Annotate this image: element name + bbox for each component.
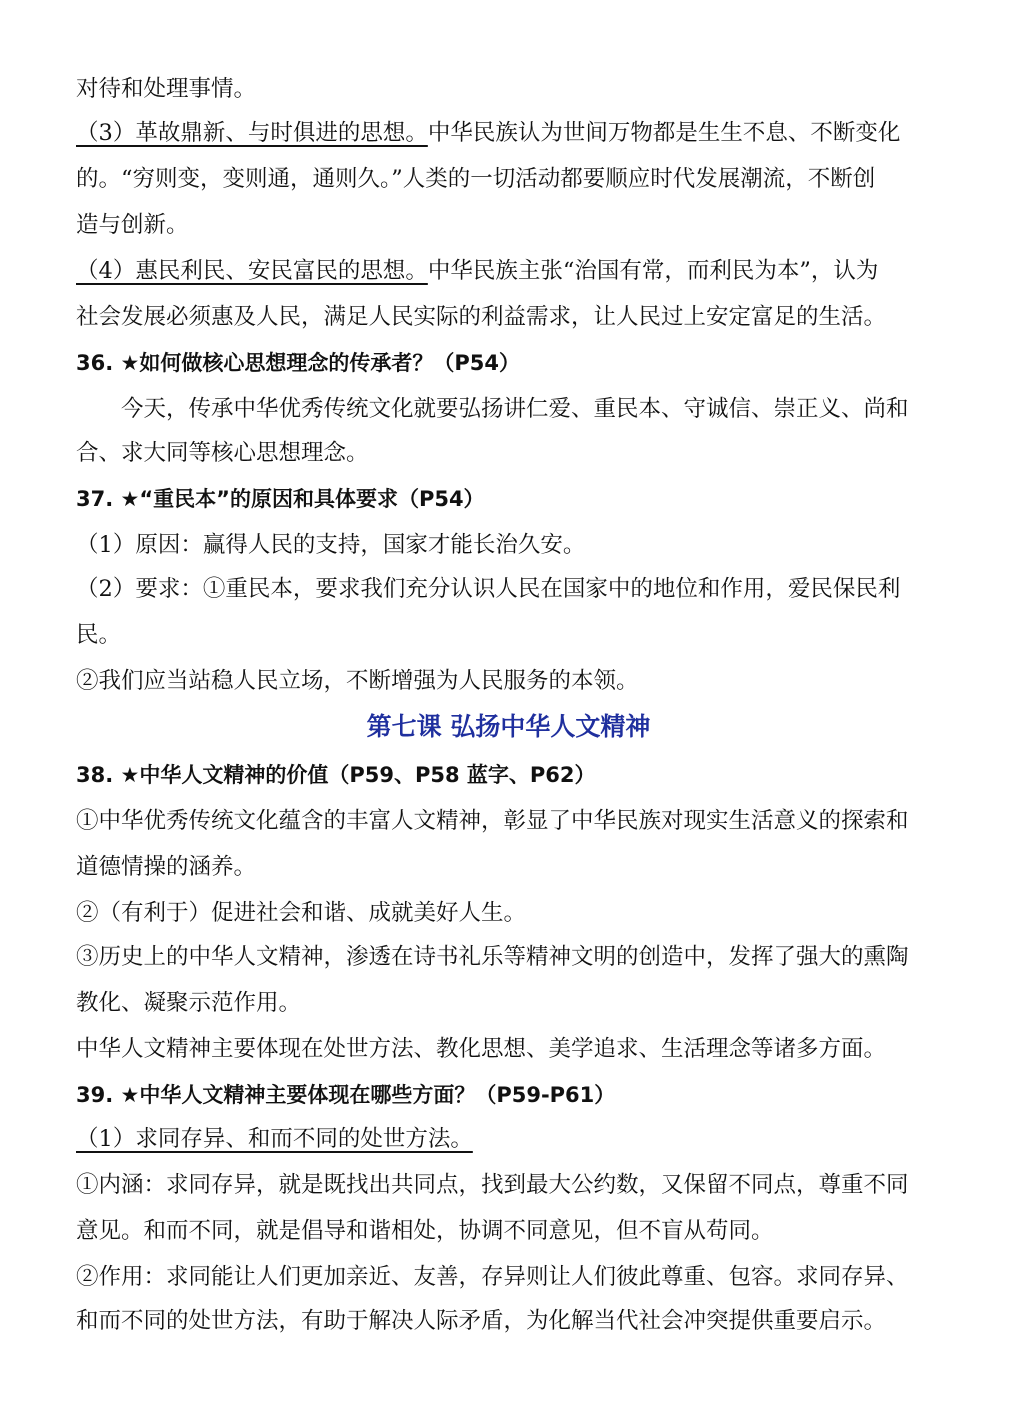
text-line: 教化、凝聚示范作用。	[76, 990, 302, 1016]
text-line	[76, 1124, 946, 1154]
text-line: 造与创新。	[76, 212, 189, 238]
text-line: 对待和处理事情。	[76, 76, 257, 102]
underlined-subheading: （4）惠民利民、安民富民的思想。	[76, 258, 428, 284]
text-line: ②作用：求同能让人们更加亲近、友善，存异则让人们彼此尊重、包容。求同存异、	[76, 1264, 909, 1290]
text-line: ②（有利于）促进社会和谐、成就美好人生。	[76, 900, 527, 926]
text-line: 和而不同的处世方法，有助于解决人际矛盾，为化解当代社会冲突提供重要启示。	[76, 1308, 887, 1334]
text-line: 社会发展必须惠及人民，满足人民实际的利益需求，让人民过上安定富足的生活。	[76, 304, 887, 330]
text-line: 意见。和而不同，就是倡导和谐相处，协调不同意见，但不盲从苟同。	[76, 1218, 774, 1244]
text-line: （2）要求：①重民本，要求我们充分认识人民在国家中的地位和作用，爱民保民利	[76, 576, 901, 602]
text-line	[76, 118, 946, 148]
text-line: 的。“穷则变，变则通，通则久。”人类的一切活动都要顺应时代发展潮流，不断创	[76, 166, 876, 192]
text-span: 中华民族主张“治国有常，而利民为本”，认为	[427, 258, 879, 284]
text-span: 中华民族认为世间万物都是生生不息、不断变化	[427, 120, 901, 146]
text-line: ①内涵：求同存异，就是既找出共同点，找到最大公约数，又保留不同点，尊重不同	[76, 1172, 909, 1198]
text-line: ②我们应当站稳人民立场，不断增强为人民服务的本领。	[76, 668, 639, 694]
underlined-subheading: （1）求同存异、和而不同的处世方法。	[76, 1126, 473, 1152]
question-heading-39: 39. ★中华人文精神主要体现在哪些方面？（P59-P61）	[76, 1083, 616, 1107]
question-heading-36: 36. ★如何做核心思想理念的传承者？（P54）	[76, 351, 520, 375]
text-line: 今天，传承中华优秀传统文化就要弘扬讲仁爱、重民本、守诚信、崇正义、尚和	[121, 396, 909, 422]
text-line: ①中华优秀传统文化蕴含的丰富人文精神，彰显了中华民族对现实生活意义的探索和	[76, 808, 909, 834]
text-line	[76, 256, 946, 286]
text-line: （1）原因：赢得人民的支持，国家才能长治久安。	[76, 532, 586, 558]
question-heading-38: 38. ★中华人文精神的价值（P59、P58 蓝字、P62）	[76, 763, 596, 787]
underlined-subheading: （3）革故鼎新、与时俱进的思想。	[76, 120, 428, 146]
text-line: ③历史上的中华人文精神，渗透在诗书礼乐等精神文明的创造中，发挥了强大的熏陶	[76, 944, 909, 970]
question-heading-37: 37. ★“重民本”的原因和具体要求（P54）	[76, 487, 485, 511]
text-line: 合、求大同等核心思想理念。	[76, 440, 369, 466]
text-line: 中华人文精神主要体现在处世方法、教化思想、美学追求、生活理念等诸多方面。	[76, 1036, 887, 1062]
text-line: 民。	[76, 622, 122, 648]
lesson-title: 第七课 弘扬中华人文精神	[366, 712, 651, 741]
text-line: 道德情操的涵养。	[76, 854, 257, 880]
